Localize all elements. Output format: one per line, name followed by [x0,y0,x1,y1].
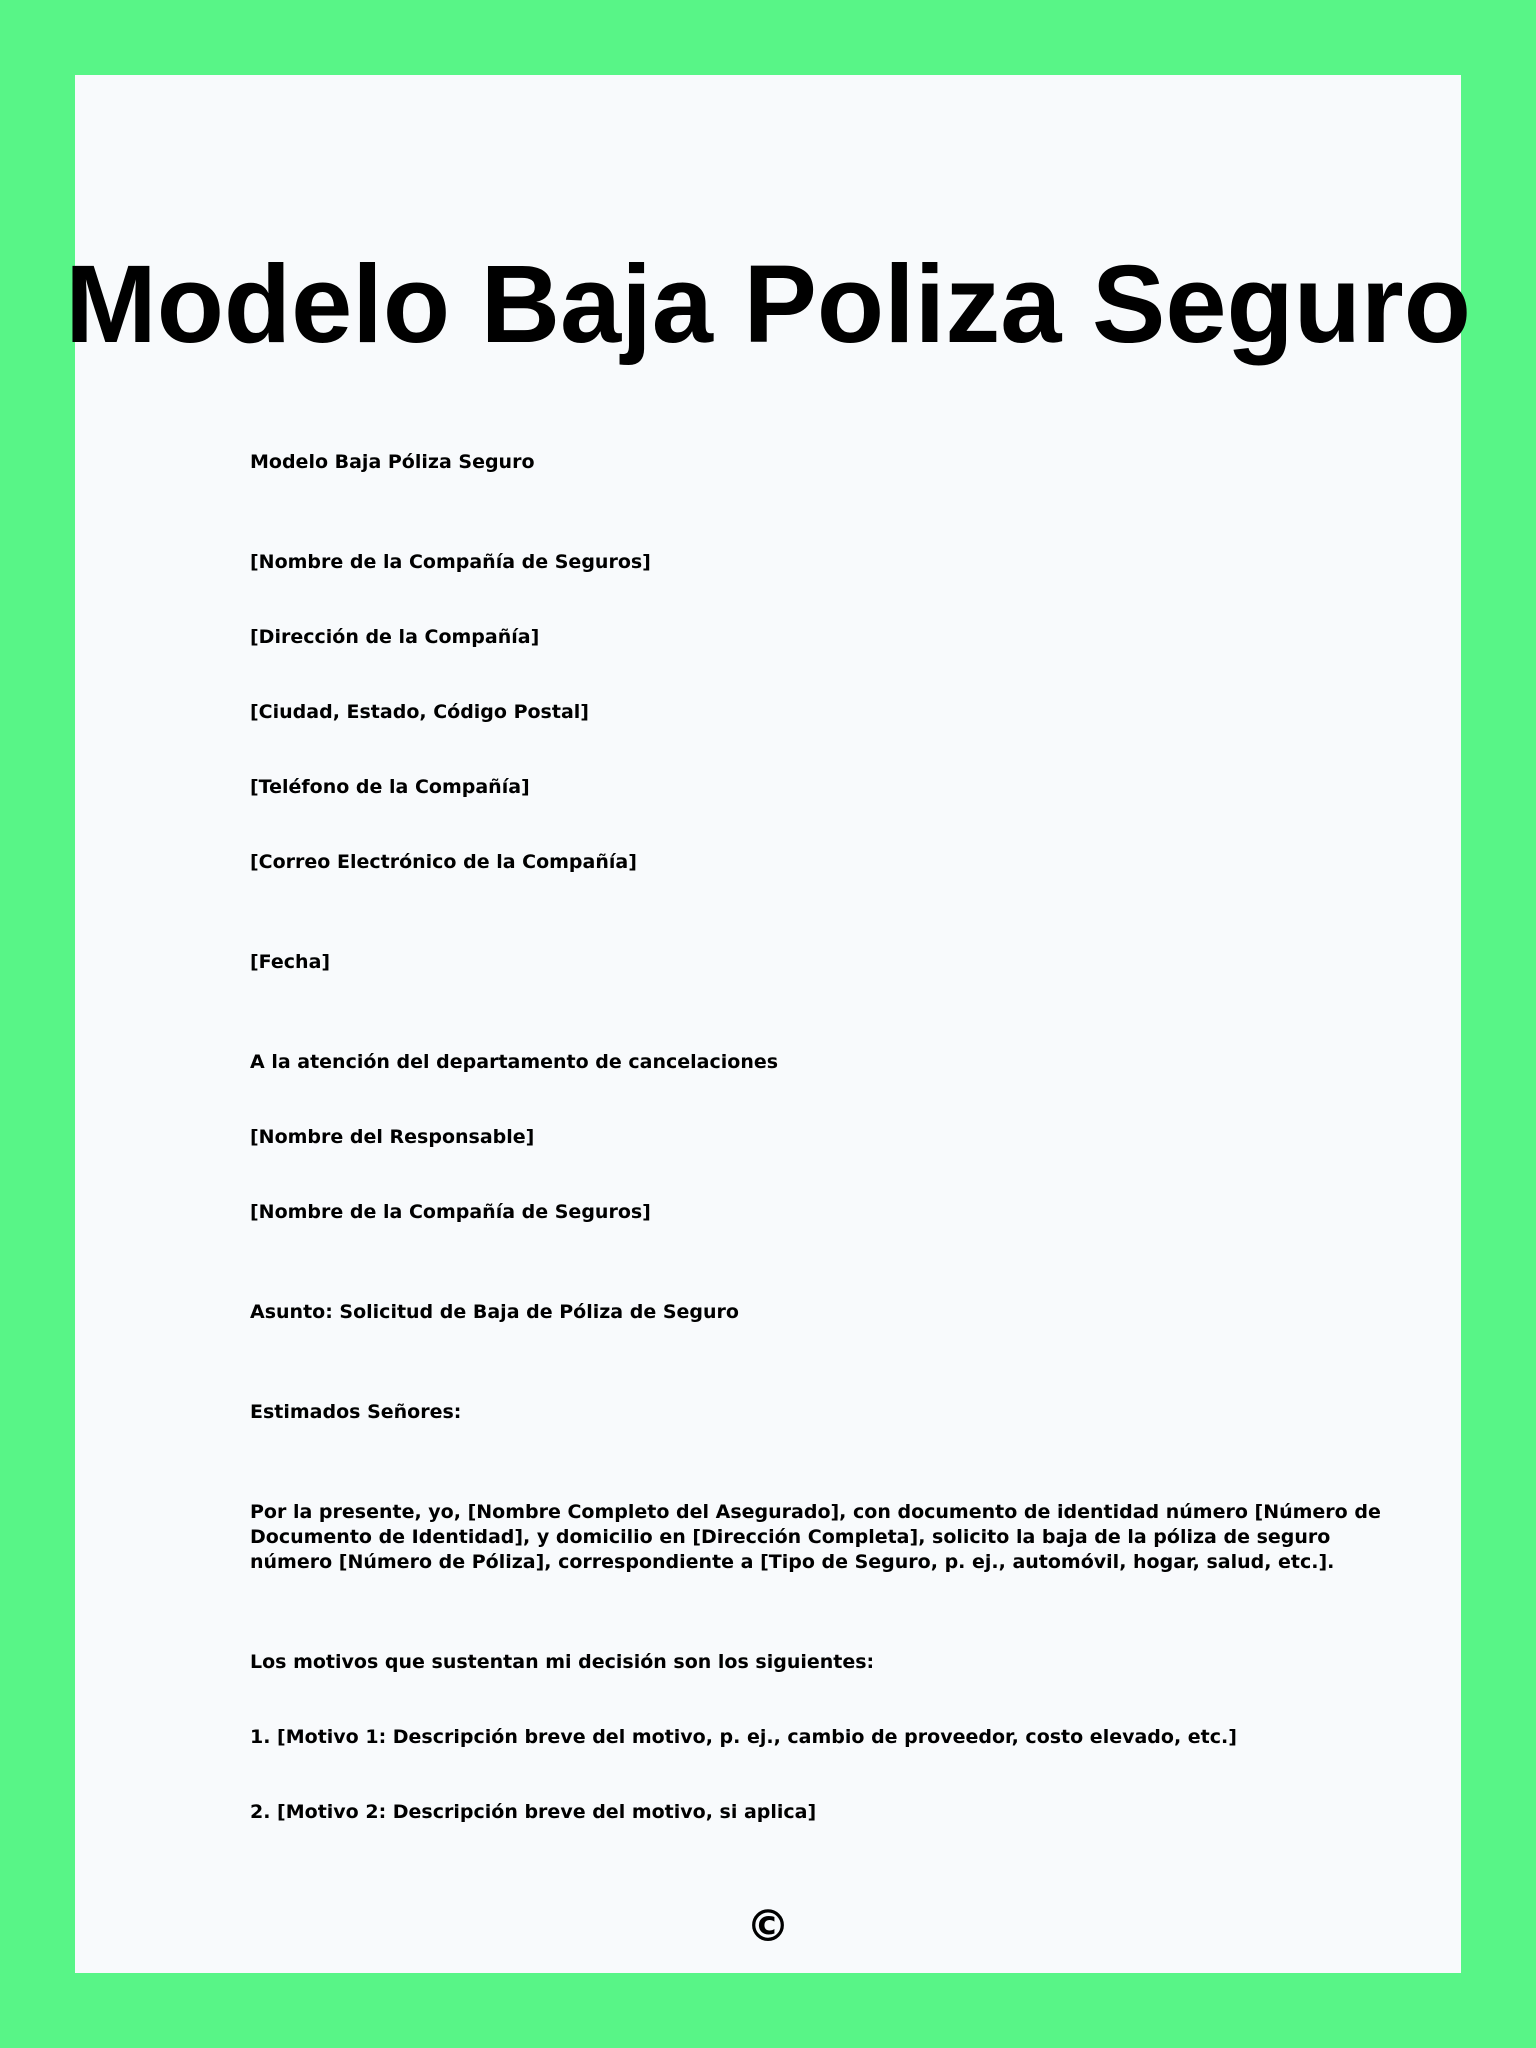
reasons-intro: Los motivos que sustentan mi decisión son los siguientes: [250,1651,875,1673]
recipient-company-phone: [Teléfono de la Compañía] [250,776,530,798]
letter-greeting: Estimados Señores: [250,1401,462,1423]
letter-date: [Fecha] [250,951,331,973]
recipient-company-name: [Nombre de la Compañía de Seguros] [250,551,651,573]
body-paragraph-line: Por la presente, yo, [Nombre Completo del Asegurado], con documento de identidad número [Número de [250,1501,1381,1523]
attention-company-name: [Nombre de la Compañía de Seguros] [250,1201,651,1223]
body-paragraph [250,1500,1381,1575]
document-heading: Modelo Baja Póliza Seguro [250,451,535,473]
attention-line: A la atención del departamento de cancelaciones [250,1051,779,1073]
document-title: Modelo Baja Poliza Seguro [65,243,1471,366]
recipient-company-address: [Dirección de la Compañía] [250,626,540,648]
attention-responsible: [Nombre del Responsable] [250,1126,535,1148]
reason-item: 2. [Motivo 2: Descripción breve del motivo, si aplica] [250,1801,817,1823]
recipient-city-state-zip: [Ciudad, Estado, Código Postal] [250,701,589,723]
recipient-company-email: [Correo Electrónico de la Compañía] [250,851,637,873]
copyright-symbol: © [746,1901,790,1952]
letter-subject: Asunto: Solicitud de Baja de Póliza de Seguro [250,1301,739,1323]
body-paragraph-line: número [Número de Póliza], correspondiente a [Tipo de Seguro, p. ej., automóvil, hogar, salud, etc.]. [250,1551,1335,1573]
reason-item: 1. [Motivo 1: Descripción breve del motivo, p. ej., cambio de proveedor, costo elevado, etc.] [250,1726,1237,1748]
body-paragraph-line: Documento de Identidad], y domicilio en [Dirección Completa], solicito la baja de la póliza de seguro [250,1526,1331,1548]
